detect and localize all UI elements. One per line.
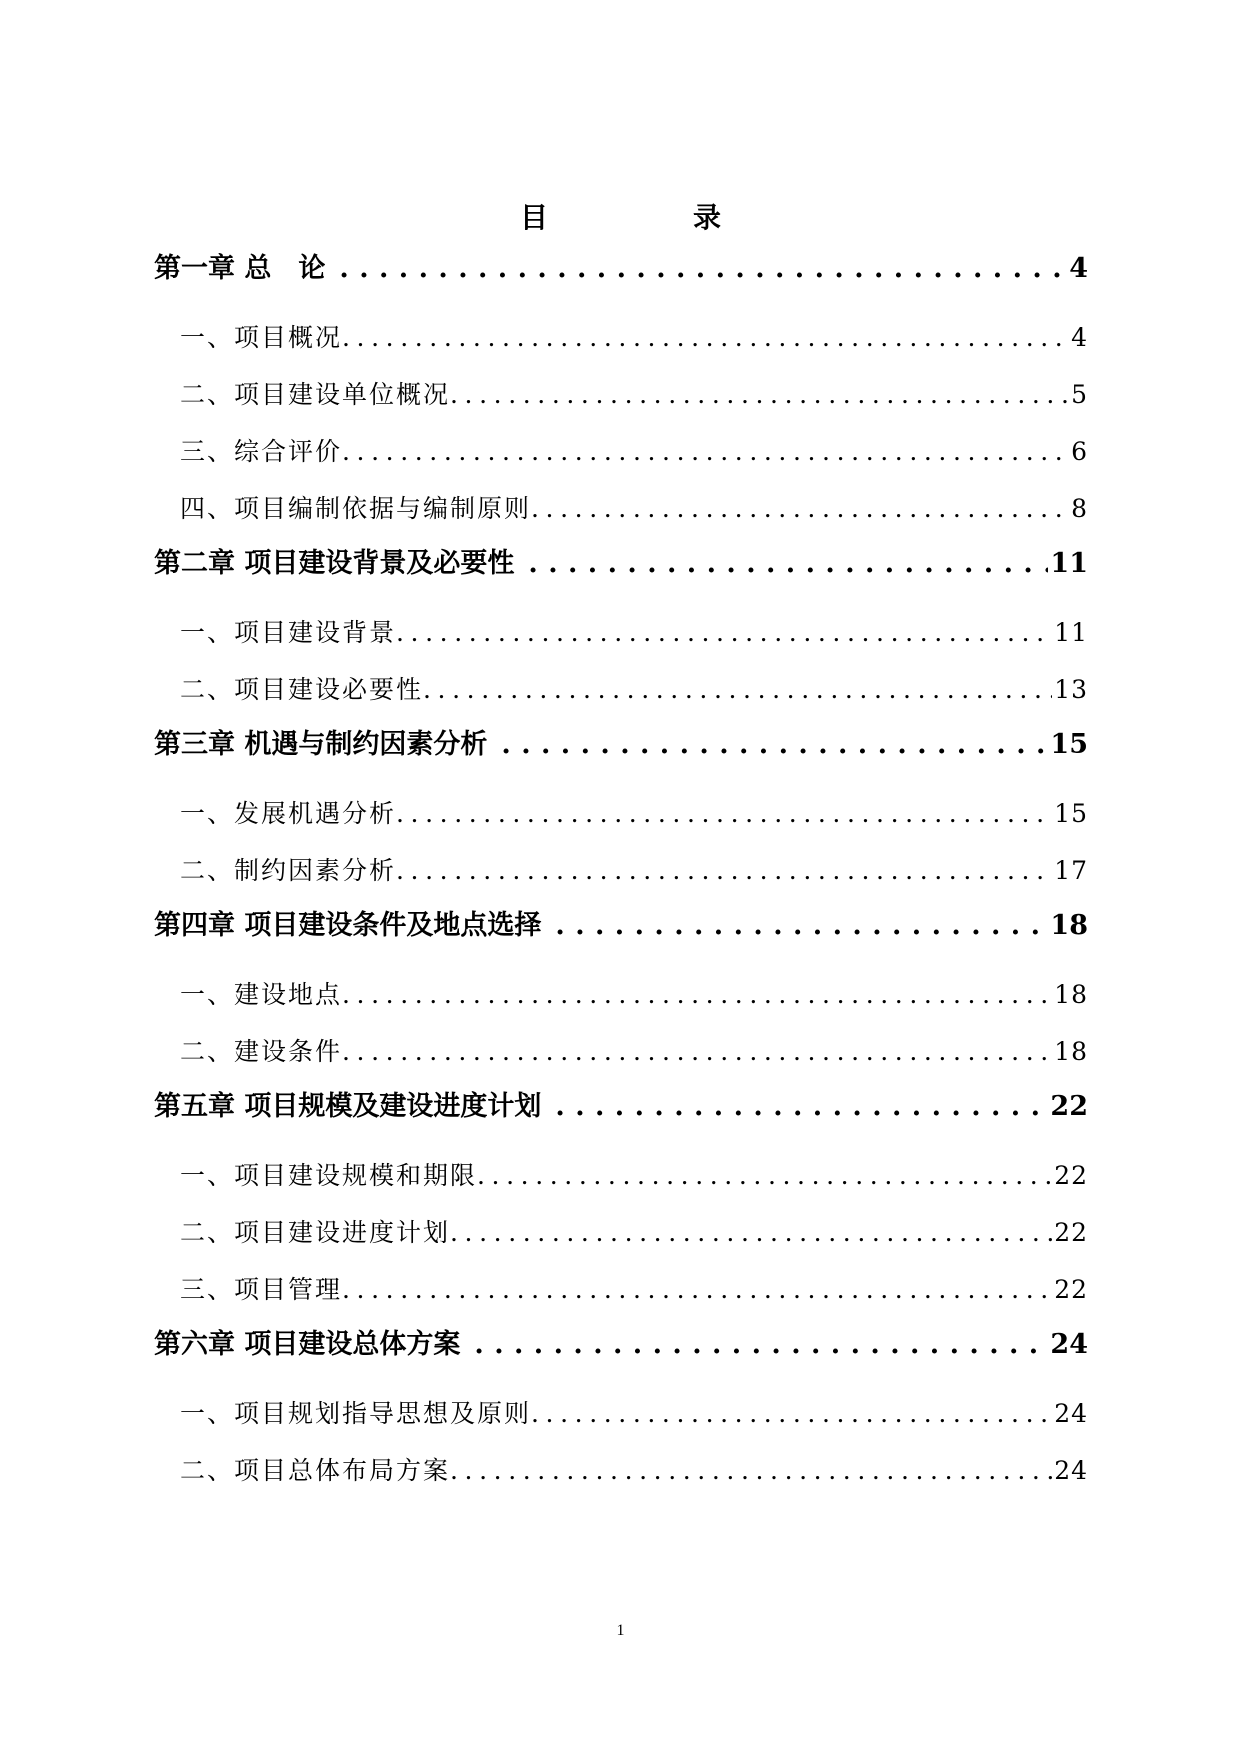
- toc-leader-dots: [339, 249, 1067, 289]
- toc-entry-label: 一、项目建设规模和期限: [180, 1161, 478, 1190]
- toc-leader-dots: [531, 1394, 1052, 1434]
- title-char-2: 录: [693, 201, 722, 234]
- toc-leader-dots: [501, 725, 1048, 765]
- toc-chapter-entry[interactable]: [154, 247, 1088, 314]
- toc-section-entry[interactable]: [154, 971, 1088, 1028]
- toc-chapter-entry[interactable]: [154, 904, 1088, 971]
- toc-entry-label: 一、项目概况: [180, 323, 343, 352]
- toc-section-entry[interactable]: [154, 1209, 1088, 1266]
- toc-leader-dots: [474, 1325, 1048, 1365]
- toc-entry-page-number: 15: [1054, 799, 1088, 828]
- toc-section-entry[interactable]: [154, 666, 1088, 723]
- toc-entry-page-number: 22: [1054, 1275, 1088, 1304]
- toc-leader-dots: [396, 794, 1052, 834]
- toc-section-entry[interactable]: [154, 1390, 1088, 1447]
- toc-entry-page-number: 24: [1050, 1329, 1088, 1360]
- toc-entry-label: 第六章 项目建设总体方案: [154, 1329, 461, 1360]
- toc-entry-page-number: 22: [1050, 1091, 1088, 1122]
- toc-chapter-entry[interactable]: [154, 723, 1088, 790]
- toc-entry-page-number: 4: [1071, 323, 1088, 352]
- toc-entry-label: 三、综合评价: [180, 437, 343, 466]
- toc-entry-page-number: 22: [1054, 1161, 1088, 1190]
- toc-leader-dots: [396, 613, 1052, 653]
- toc-entry-label: 第一章 总 论: [154, 253, 326, 284]
- toc-entry-label: 一、建设地点: [180, 980, 343, 1009]
- toc-entry-label: 二、项目总体布局方案: [180, 1456, 451, 1485]
- toc-entry-label: 四、项目编制依据与编制原则: [180, 494, 532, 523]
- toc-entry-label: 一、项目建设背景: [180, 618, 397, 647]
- title-char-1: 目: [519, 201, 548, 234]
- table-of-contents: [154, 247, 1088, 1504]
- toc-entry-label: 一、项目规划指导思想及原则: [180, 1399, 532, 1428]
- toc-entry-label: 二、建设条件: [180, 1037, 343, 1066]
- toc-section-entry[interactable]: [154, 1028, 1088, 1085]
- toc-leader-dots: [423, 670, 1052, 710]
- toc-leader-dots: [342, 318, 1069, 358]
- toc-entry-page-number: 13: [1054, 675, 1088, 704]
- toc-section-entry[interactable]: [154, 485, 1088, 542]
- toc-leader-dots: [342, 432, 1069, 472]
- toc-leader-dots: [531, 489, 1069, 529]
- toc-leader-dots: [450, 1451, 1052, 1491]
- toc-entry-page-number: 4: [1069, 253, 1088, 284]
- toc-leader-dots: [555, 1087, 1048, 1127]
- toc-section-entry[interactable]: [154, 609, 1088, 666]
- toc-entry-label: 二、项目建设单位概况: [180, 380, 451, 409]
- toc-section-entry[interactable]: [154, 1152, 1088, 1209]
- toc-leader-dots: [342, 1270, 1052, 1310]
- toc-leader-dots: [342, 975, 1052, 1015]
- toc-entry-label: 第三章 机遇与制约因素分析: [154, 729, 488, 760]
- toc-section-entry[interactable]: [154, 1266, 1088, 1323]
- toc-entry-page-number: 6: [1071, 437, 1088, 466]
- toc-entry-page-number: 11: [1054, 618, 1088, 647]
- page-title: [0, 198, 1241, 238]
- toc-section-entry[interactable]: [154, 790, 1088, 847]
- toc-entry-label: 第四章 项目建设条件及地点选择: [154, 910, 542, 941]
- toc-entry-label: 二、项目建设进度计划: [180, 1218, 451, 1247]
- toc-leader-dots: [342, 1032, 1052, 1072]
- toc-entry-page-number: 18: [1050, 910, 1088, 941]
- toc-entry-page-number: 17: [1054, 856, 1088, 885]
- toc-section-entry[interactable]: [154, 314, 1088, 371]
- toc-chapter-entry[interactable]: [154, 542, 1088, 609]
- toc-entry-page-number: 18: [1054, 980, 1088, 1009]
- toc-section-entry[interactable]: [154, 847, 1088, 904]
- toc-entry-label: 二、制约因素分析: [180, 856, 397, 885]
- toc-leader-dots: [450, 375, 1069, 415]
- toc-entry-page-number: 5: [1071, 380, 1088, 409]
- toc-entry-page-number: 22: [1054, 1218, 1088, 1247]
- toc-leader-dots: [396, 851, 1052, 891]
- toc-entry-page-number: 18: [1054, 1037, 1088, 1066]
- toc-chapter-entry[interactable]: [154, 1323, 1088, 1390]
- toc-chapter-entry[interactable]: [154, 1085, 1088, 1152]
- toc-section-entry[interactable]: [154, 428, 1088, 485]
- toc-entry-label: 二、项目建设必要性: [180, 675, 424, 704]
- toc-entry-label: 一、发展机遇分析: [180, 799, 397, 828]
- toc-leader-dots: [555, 906, 1048, 946]
- toc-entry-page-number: 24: [1054, 1456, 1088, 1485]
- toc-section-entry[interactable]: [154, 371, 1088, 428]
- toc-entry-page-number: 24: [1054, 1399, 1088, 1428]
- toc-leader-dots: [528, 544, 1048, 584]
- toc-section-entry[interactable]: [154, 1447, 1088, 1504]
- toc-entry-page-number: 15: [1050, 729, 1088, 760]
- toc-entry-label: 第五章 项目规模及建设进度计划: [154, 1091, 542, 1122]
- toc-leader-dots: [477, 1156, 1052, 1196]
- toc-entry-label: 三、项目管理: [180, 1275, 343, 1304]
- toc-entry-page-number: 11: [1050, 548, 1088, 579]
- toc-entry-label: 第二章 项目建设背景及必要性: [154, 548, 515, 579]
- toc-entry-page-number: 8: [1071, 494, 1088, 523]
- toc-leader-dots: [450, 1213, 1052, 1253]
- page-number: 1: [616, 1622, 625, 1639]
